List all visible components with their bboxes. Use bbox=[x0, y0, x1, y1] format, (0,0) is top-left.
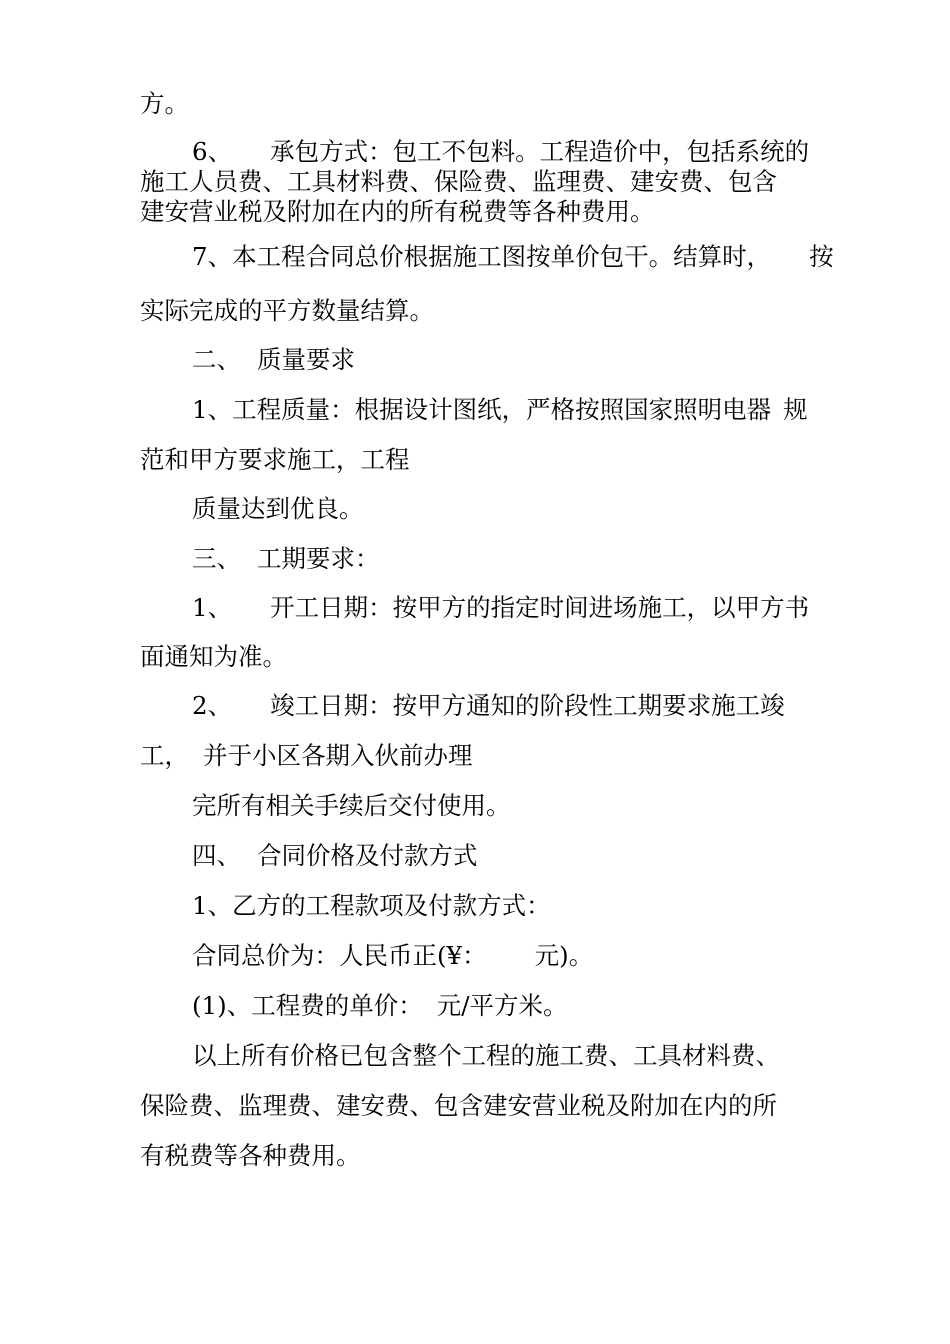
text-run: 建安营业税及附加在内的所有税费等各种费用。 bbox=[140, 197, 655, 226]
section-number: 四、 bbox=[192, 841, 241, 870]
quality-line-2 bbox=[140, 444, 840, 476]
text-run: 承包方式：包工不包料。工程造价中，包括系统的 bbox=[270, 137, 810, 166]
payment-line-1 bbox=[192, 890, 840, 922]
section-number: 二、 bbox=[192, 345, 241, 374]
text-run: 1、工程质量：根据设计图纸，严格按照国家照明电器 bbox=[192, 395, 772, 424]
section-3-heading bbox=[192, 543, 840, 575]
text-run: 开工日期：按甲方的指定时间进场施工，以甲方书 bbox=[270, 593, 810, 622]
text-run: 方。 bbox=[140, 89, 189, 118]
text-run: 竣工日期：按甲方通知的阶段性工期要求施工竣 bbox=[270, 691, 785, 720]
payment-line-2 bbox=[192, 940, 840, 972]
quality-line-3 bbox=[192, 493, 840, 525]
text-run: 元)。 bbox=[534, 941, 594, 970]
text-run: 7、本工程合同总价根据施工图按单价包干。结算时， bbox=[192, 242, 772, 271]
section-2-heading bbox=[192, 344, 840, 376]
clause-7-line-1 bbox=[192, 241, 840, 273]
text-run: 质量达到优良。 bbox=[192, 494, 364, 523]
text-run: 面通知为准。 bbox=[140, 642, 287, 671]
clause-number: 2、 bbox=[192, 691, 233, 720]
start-date-line-2 bbox=[140, 641, 840, 673]
section-title: 工期要求： bbox=[257, 544, 380, 573]
price-note-line-1 bbox=[192, 1040, 840, 1072]
price-note-line-2 bbox=[140, 1090, 840, 1122]
start-date-line-1 bbox=[192, 592, 840, 624]
text-run: 范和甲方要求施工，工程 bbox=[140, 445, 410, 474]
clause-6-line-1 bbox=[192, 136, 840, 168]
text-run: 并于小区各期入伙前办理 bbox=[203, 741, 473, 770]
clause-number: 6、 bbox=[192, 137, 233, 166]
text-run: 有税费等各种费用。 bbox=[140, 1141, 361, 1170]
text-run: 完所有相关手续后交付使用。 bbox=[192, 791, 511, 820]
clause-6-line-2 bbox=[140, 166, 840, 198]
clause-7-line-2 bbox=[140, 295, 840, 327]
text-run: 实际完成的平方数量结算。 bbox=[140, 296, 434, 325]
text-run: (1)、工程费的单价： bbox=[192, 991, 423, 1020]
text-run: 合同总价为：人民币正(¥： bbox=[192, 941, 487, 970]
price-note-line-3 bbox=[140, 1140, 840, 1172]
text-run: 规 bbox=[783, 395, 808, 424]
section-number: 三、 bbox=[192, 544, 241, 573]
completion-date-line-3 bbox=[192, 790, 840, 822]
completion-date-line-1 bbox=[192, 690, 840, 722]
text-run: 以上所有价格已包含整个工程的施工费、工具材料费、 bbox=[192, 1041, 780, 1070]
text-run: 工， bbox=[140, 741, 189, 770]
payment-line-3 bbox=[192, 990, 840, 1022]
completion-date-line-2 bbox=[140, 740, 840, 772]
section-4-heading bbox=[192, 840, 840, 872]
text-line bbox=[140, 88, 840, 120]
text-run: 施工人员费、工具材料费、保险费、监理费、建安费、包含 bbox=[140, 167, 777, 196]
section-title: 合同价格及付款方式 bbox=[257, 841, 478, 870]
text-run: 保险费、监理费、建安费、包含建安营业税及附加在内的所 bbox=[140, 1091, 777, 1120]
section-title: 质量要求 bbox=[257, 345, 355, 374]
text-run: 元/平方米。 bbox=[436, 991, 568, 1020]
clause-number: 1、 bbox=[192, 593, 233, 622]
quality-line-1 bbox=[192, 394, 840, 426]
text-run: 1、乙方的工程款项及付款方式： bbox=[192, 891, 551, 920]
text-run: 按 bbox=[809, 242, 834, 271]
clause-6-line-3 bbox=[140, 196, 840, 228]
